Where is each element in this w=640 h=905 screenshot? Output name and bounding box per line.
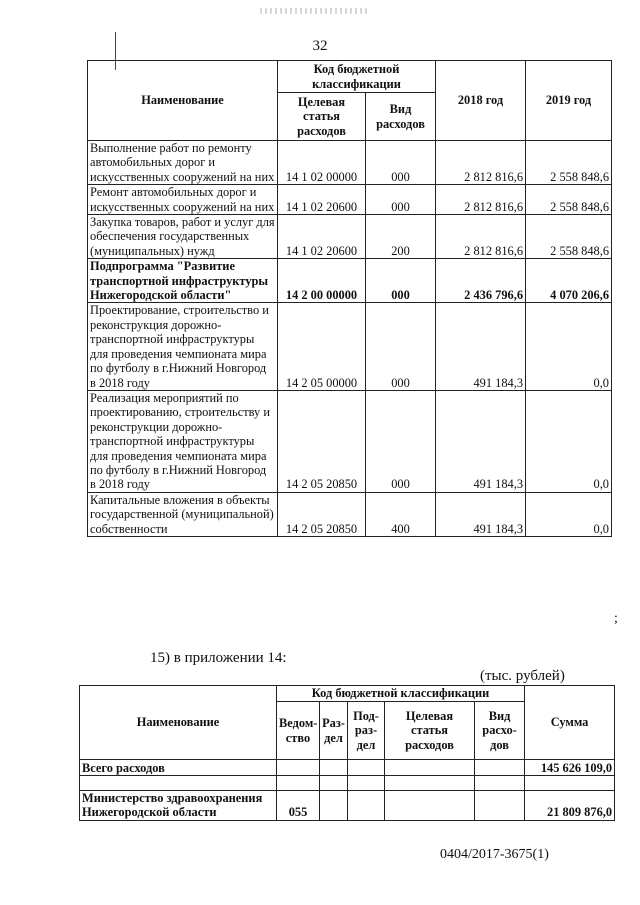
row-name: Министерство здравоохранения Нижегородской области [80,791,277,821]
header-name: Наименование [88,61,278,141]
row-target: 14 2 00 00000 [278,259,366,303]
intro-text: 15) в приложении 14: [150,650,287,666]
row-target: 14 2 05 00000 [278,303,366,390]
table-row-ministry [80,791,615,821]
row-kind: 200 [366,215,436,259]
row-sum: 21 809 876,0 [525,791,615,821]
row-name: Закупка товаров, работ и услуг для обеспечения государственных (муниципальных) нужд [88,215,278,259]
table-row [88,390,612,492]
table-row [88,141,612,185]
row-kind: 000 [366,390,436,492]
row-name: Реализация мероприятий по проектированию, строительству и реконструкции дорожно-транспортной инфраструктуры для проведения чемпионата мира по футболу в г.Нижний Новгород в 2018 году [88,390,278,492]
row-name: Проектирование, строительство и реконструкция дорожно-транспортной инфраструктуры для проведения чемпионата мира по футболу в г.Нижний Новгород в 2018 году [88,303,278,390]
header-code-group: Код бюджетной классификации [277,686,525,702]
header-subsection: Под-раз-дел [348,702,385,760]
table-row [88,492,612,536]
header-section: Раз-дел [320,702,348,760]
row-target: 14 2 05 20850 [278,390,366,492]
row-name [80,776,277,791]
row-sum: 145 626 109,0 [525,760,615,776]
header-name: Наименование [80,686,277,760]
header-kind: Вид расхо-дов [475,702,525,760]
row-2018: 491 184,3 [436,390,526,492]
row-2018: 491 184,3 [436,492,526,536]
row-2019: 0,0 [526,390,612,492]
units-label: (тыс. рублей) [480,668,565,684]
row-2018: 491 184,3 [436,303,526,390]
scan-artifact [260,8,370,14]
row-target: 14 1 02 20600 [278,215,366,259]
document-code: 0404/2017-3675(1) [440,847,549,862]
row-name: Капитальные вложения в объекты государственной (муниципальной) собственности [88,492,278,536]
row-target: 14 2 05 20850 [278,492,366,536]
table-row-empty [80,776,615,791]
trailing-semicolon: ; [614,611,618,626]
header-code-group: Код бюджетной классификации [278,61,436,93]
header-2019: 2019 год [526,61,612,141]
table-row [88,185,612,215]
row-2019: 0,0 [526,303,612,390]
row-target: 14 1 02 20600 [278,185,366,215]
budget-table-2 [79,685,615,821]
table-row-subprogram [88,259,612,303]
row-2019: 0,0 [526,492,612,536]
row-name: Подпрограмма "Развитие транспортной инфраструктуры Нижегородской области" [88,259,278,303]
row-kind: 000 [366,141,436,185]
row-2019: 4 070 206,6 [526,259,612,303]
row-sum [525,776,615,791]
row-kind: 000 [366,259,436,303]
header-target: Целевая статья расходов [385,702,475,760]
header-2018: 2018 год [436,61,526,141]
row-kind: 000 [366,185,436,215]
table-row-total [80,760,615,776]
row-2018: 2 812 816,6 [436,141,526,185]
header-sum: Сумма [525,686,615,760]
row-2019: 2 558 848,6 [526,141,612,185]
row-name: Всего расходов [80,760,277,776]
header-dept: Ведом-ство [277,702,320,760]
budget-table-1 [87,60,612,537]
row-2018: 2 436 796,6 [436,259,526,303]
page-number: 32 [312,38,328,54]
table-row [88,303,612,390]
row-name: Ремонт автомобильных дорог и искусственных сооружений на них [88,185,278,215]
row-2019: 2 558 848,6 [526,215,612,259]
row-2018: 2 812 816,6 [436,185,526,215]
row-2018: 2 812 816,6 [436,215,526,259]
row-kind: 000 [366,303,436,390]
row-2019: 2 558 848,6 [526,185,612,215]
row-dept: 055 [277,791,320,821]
table-row [88,215,612,259]
row-name: Выполнение работ по ремонту автомобильных дорог и искусственных сооружений на них [88,141,278,185]
row-dept [277,760,320,776]
row-kind: 400 [366,492,436,536]
header-kind: Вид расходов [366,93,436,141]
header-target: Целевая статья расходов [278,93,366,141]
row-target: 14 1 02 00000 [278,141,366,185]
